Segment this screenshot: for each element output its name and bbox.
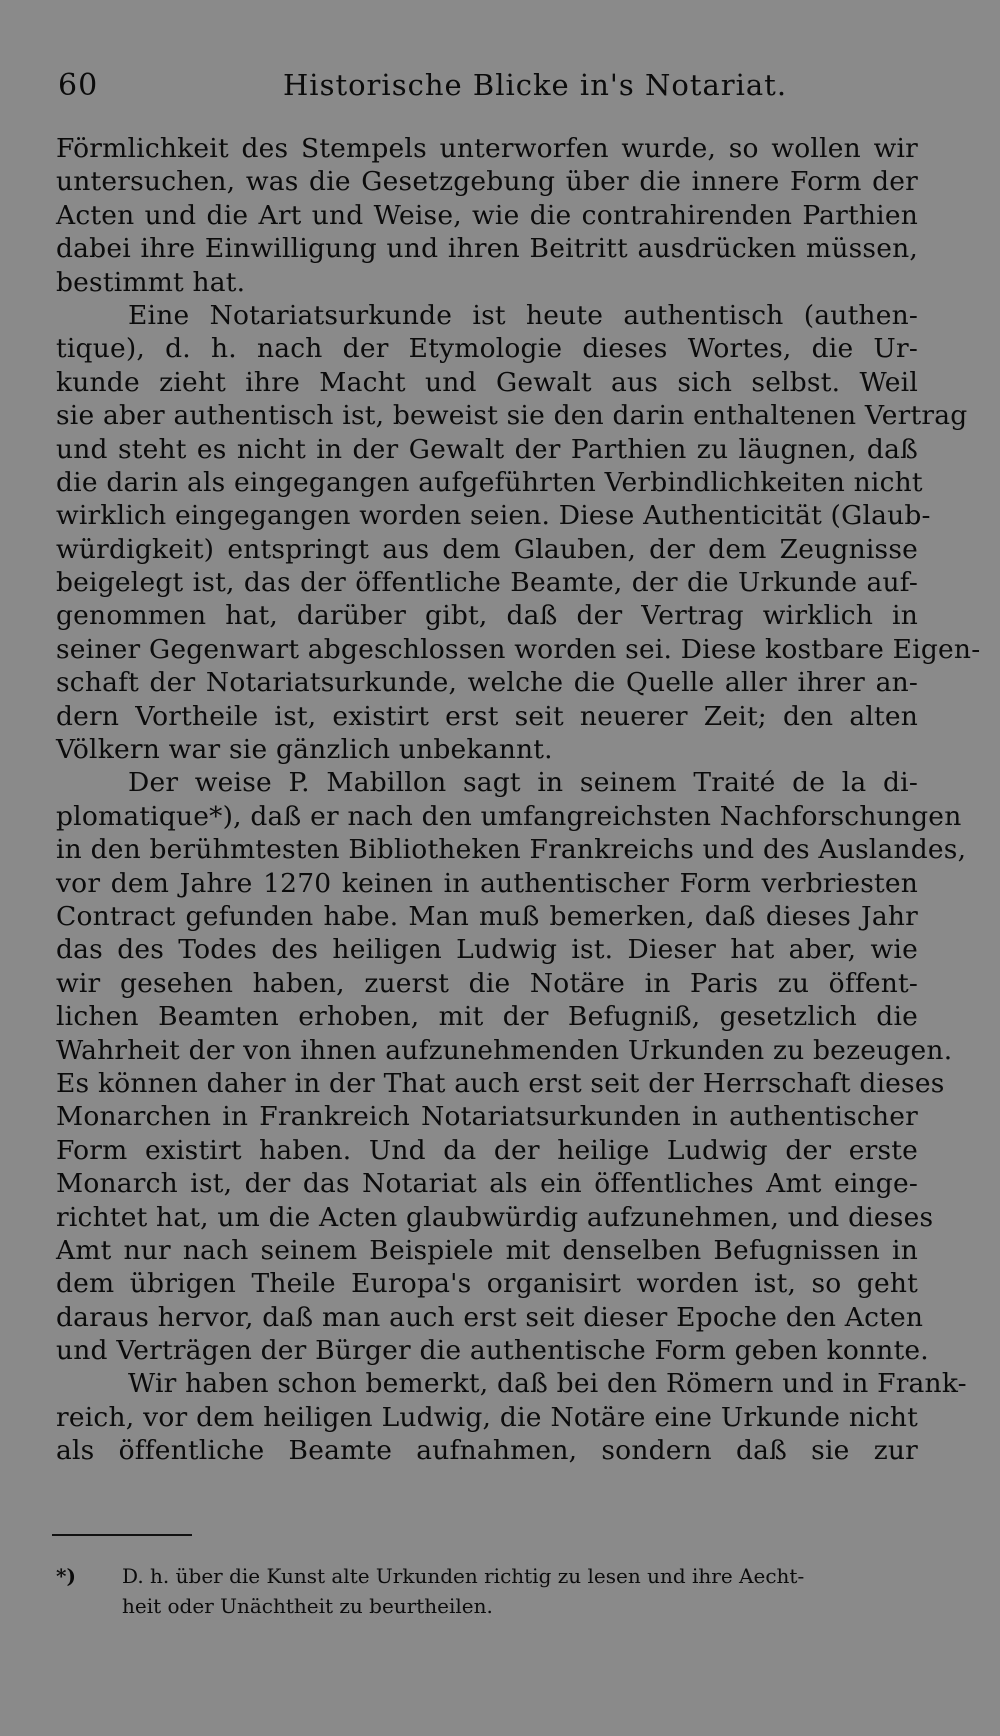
- text-line: Völkern war sie gänzlich unbekannt.: [56, 734, 553, 766]
- text-line: als öffentliche Beamte aufnahmen, sondern daß sie zur: [56, 1435, 918, 1467]
- running-title: Historische Blicke in's Notariat.: [283, 68, 788, 102]
- text-line: beigelegt ist, das der öffentliche Beamte, der die Urkunde auf-: [56, 567, 918, 599]
- body-text: [56, 132, 981, 1468]
- text-line: reich, vor dem heiligen Ludwig, die Notäre eine Urkunde nicht: [56, 1401, 918, 1433]
- text-line: bestimmt hat.: [56, 266, 246, 298]
- footnote: [56, 1561, 918, 1621]
- text-line: dabei ihre Einwilligung und ihren Beitritt ausdrücken müssen,: [56, 233, 918, 265]
- text-line: Der weise P. Mabillon sagt in seinem Traité de la di-: [128, 767, 918, 799]
- text-line: Wahrheit der von ihnen aufzunehmenden Urkunden zu bezeugen.: [56, 1034, 953, 1066]
- text-line: dem übrigen Theile Europa's organisirt worden ist, so geht: [56, 1268, 918, 1300]
- text-line: wirklich eingegangen worden seien. Diese Authenticität (Glaub-: [56, 500, 931, 532]
- text-line: Es können daher in der That auch erst seit der Herrschaft dieses: [56, 1067, 945, 1099]
- text-line: und Verträgen der Bürger die authentische Form geben konnte.: [56, 1335, 929, 1367]
- text-line: Form existirt haben. Und da der heilige Ludwig der erste: [56, 1134, 918, 1166]
- text-line: Acten und die Art und Weise, wie die contrahirenden Parthien: [56, 199, 918, 231]
- text-line: kunde zieht ihre Macht und Gewalt aus sich selbst. Weil: [56, 366, 918, 398]
- footnote-text-line: heit oder Unächtheit zu beurtheilen.: [122, 1594, 493, 1618]
- text-line: plomatique*), daß er nach den umfangreichsten Nachforschungen: [56, 800, 962, 832]
- text-line: würdigkeit) entspringt aus dem Glauben, der dem Zeugnisse: [56, 533, 918, 565]
- text-line: wir gesehen haben, zuerst die Notäre in Paris zu öffent-: [56, 967, 918, 999]
- text-line: lichen Beamten erhoben, mit der Befugniß, gesetzlich die: [56, 1001, 918, 1033]
- text-line: Förmlichkeit des Stempels unterworfen wurde, so wollen wir: [56, 133, 918, 164]
- text-line: daraus hervor, daß man auch erst seit dieser Epoche den Acten: [56, 1301, 924, 1333]
- text-line: seiner Gegenwart abgeschlossen worden sei. Diese kostbare Eigen-: [56, 633, 981, 665]
- text-line: genommen hat, darüber gibt, daß der Vertrag wirklich in: [56, 600, 918, 632]
- text-line: sie aber authentisch ist, beweist sie den darin enthaltenen Vertrag: [56, 400, 968, 432]
- page-header: [58, 68, 940, 108]
- text-line: tique), d. h. nach der Etymologie dieses Wortes, die Ur-: [56, 333, 918, 365]
- text-line: die darin als eingegangen aufgeführten Verbindlichkeiten nicht: [56, 466, 923, 498]
- text-line: vor dem Jahre 1270 keinen in authentischer Form verbriesten: [56, 867, 918, 899]
- text-line: Contract gefunden habe. Man muß bemerken, daß dieses Jahr: [56, 900, 918, 932]
- footnote-text-line: D. h. über die Kunst alte Urkunden richtig zu lesen und ihre Aecht-: [122, 1564, 805, 1588]
- text-line: schaft der Notariatsurkunde, welche die Quelle aller ihrer an-: [56, 667, 918, 699]
- page-number: 60: [58, 68, 99, 103]
- text-line: Amt nur nach seinem Beispiele mit denselben Befugnissen in: [56, 1234, 918, 1266]
- text-line: untersuchen, was die Gesetzgebung über die innere Form der: [56, 166, 918, 198]
- text-line: in den berühmtesten Bibliotheken Frankreichs und des Auslandes,: [56, 834, 967, 866]
- text-line: Eine Notariatsurkunde ist heute authentisch (authen-: [128, 299, 918, 331]
- text-line: das des Todes des heiligen Ludwig ist. Dieser hat aber, wie: [56, 934, 918, 966]
- text-line: Monarch ist, der das Notariat als ein öffentliches Amt einge-: [56, 1168, 918, 1200]
- text-line: und steht es nicht in der Gewalt der Parthien zu läugnen, daß: [56, 433, 918, 465]
- text-line: Monarchen in Frankreich Notariatsurkunden in authentischer: [56, 1101, 918, 1133]
- footnote-divider: [52, 1534, 192, 1536]
- text-line: richtet hat, um die Acten glaubwürdig aufzunehmen, und dieses: [56, 1201, 934, 1233]
- footnote-marker: *): [56, 1564, 76, 1588]
- text-line: Wir haben schon bemerkt, daß bei den Römern und in Frank-: [128, 1368, 967, 1400]
- text-line: dern Vortheile ist, existirt erst seit neuerer Zeit; den alten: [56, 700, 918, 732]
